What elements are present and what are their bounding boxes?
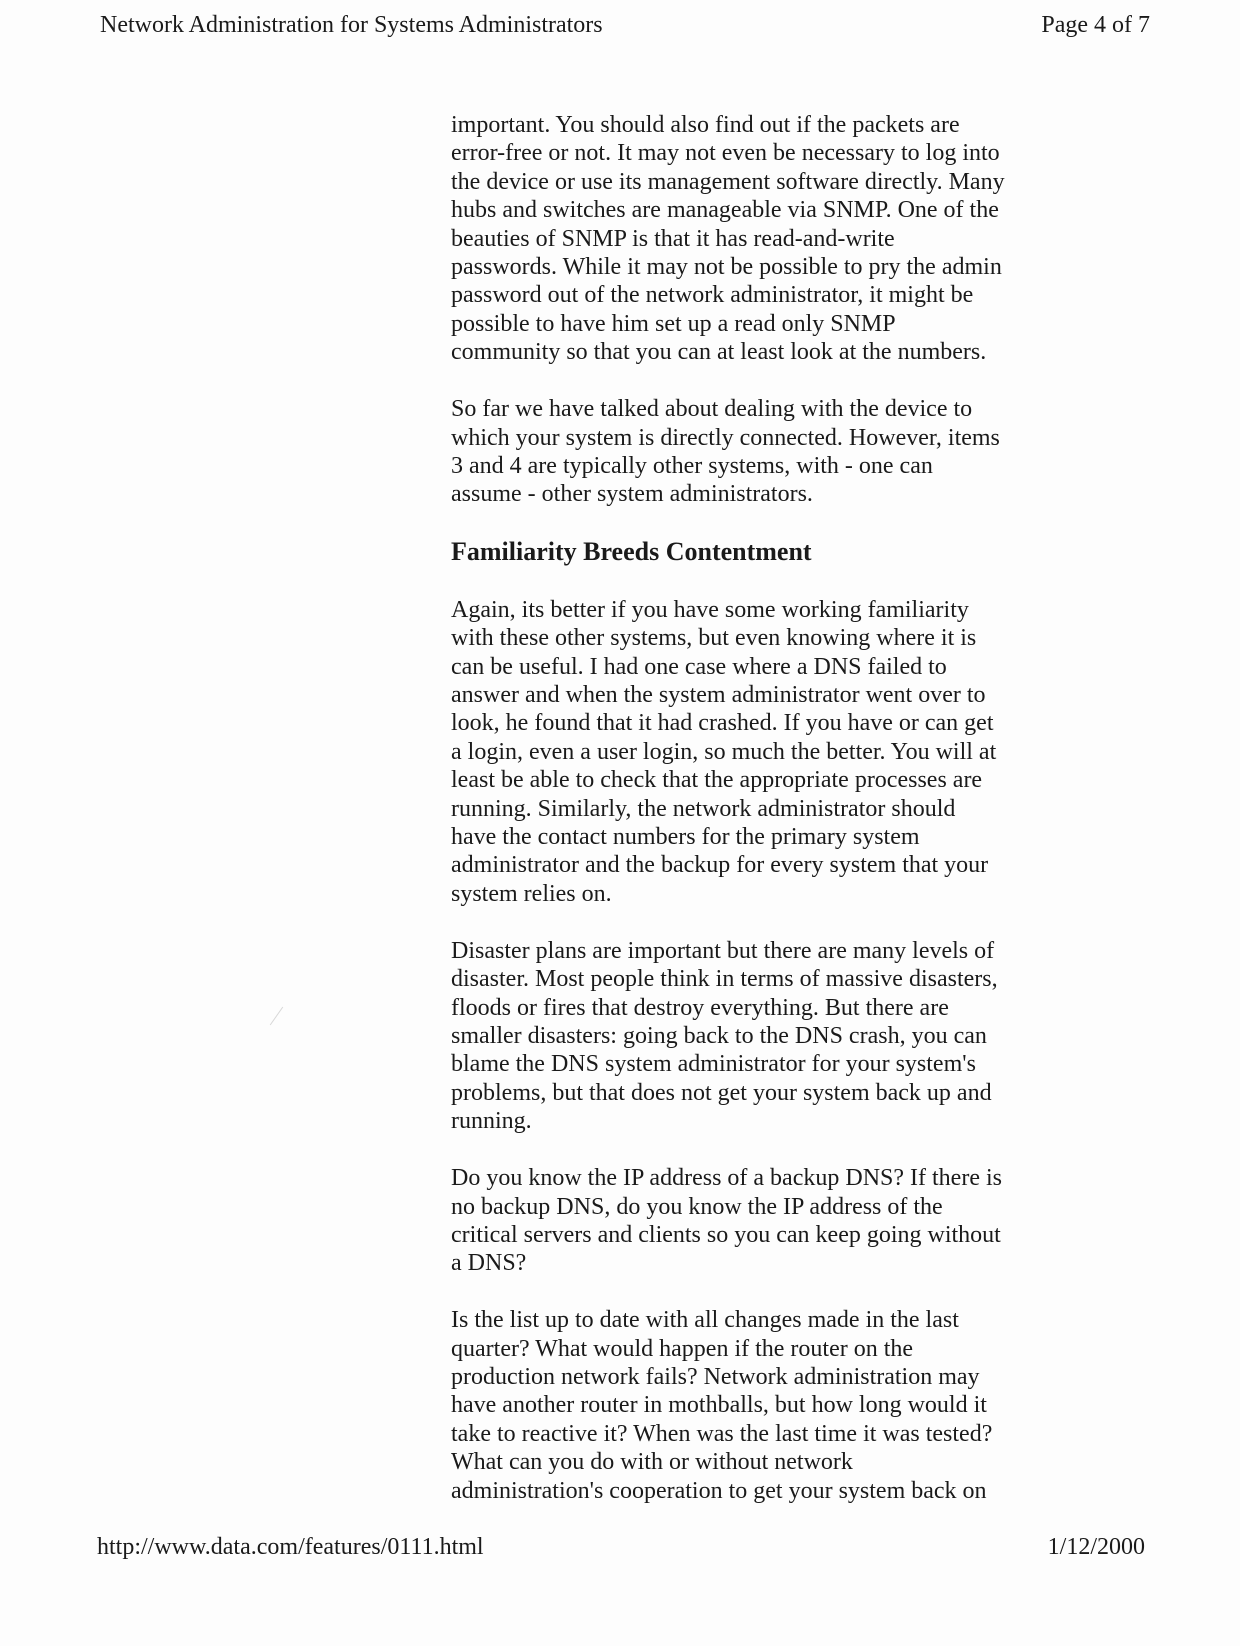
header-page-number: Page 4 of 7 bbox=[1041, 12, 1150, 38]
paragraph-snmp: important. You should also find out if the packets are error-free or not. It may not even be necessary to log into the device or use its management software directly. Many hubs and switches are manageable via SNMP. One of the beauties of SNMP is that it has read-and-write passwords. While it may not be possible to pry the admin password out of the network administrator, it might be possible to have him set up a read only SNMP community so that you can at least look at the numbers. bbox=[451, 112, 1005, 366]
article-content bbox=[451, 111, 1041, 1534]
scan-artifact-mark bbox=[270, 1007, 283, 1026]
paragraph-router-list: Is the list up to date with all changes made in the last quarter? What would happen if the router on the production network fails? Network administration may have another router in mothballs, but how long would it take to reactive it? When was the last time it was tested? What can you do with or without network administration's cooperation to get your system back on bbox=[451, 1307, 993, 1504]
paragraph-disaster-plans: Disaster plans are important but there are many levels of disaster. Most people think in terms of massive disasters, floods or fires that destroy everything. But there are smaller disasters: going back to the DNS crash, you can blame the DNS system administrator for your system's problems, but that does not get your system back up and running. bbox=[451, 937, 998, 1135]
header-title: Network Administration for Systems Administrators bbox=[100, 12, 603, 38]
paragraph-backup-dns: Do you know the IP address of a backup DNS? If there is no backup DNS, do you know the IP address of the critical servers and clients so you can keep going without a DNS? bbox=[451, 1165, 1002, 1277]
footer-url: http://www.data.com/features/0111.html bbox=[97, 1534, 484, 1560]
paragraph-familiarity: Again, its better if you have some working familiarity with these other systems, but even knowing where it is can be useful. I had one case where a DNS failed to answer and when the system administrator went over to look, he found that it had crashed. If you have or can get a login, even a user login, so much the better. You will at least be able to check that the appropriate processes are running. Similarly, the network administrator should have the contact numbers for the primary system administrator and the backup for every system that your system relies on. bbox=[451, 596, 997, 907]
paragraph-other-systems: So far we have talked about dealing with the device to which your system is directly connected. However, items 3 and 4 are typically other systems, with - one can assume - other system administrators. bbox=[451, 396, 1000, 508]
section-heading: Familiarity Breeds Contentment bbox=[451, 537, 812, 567]
footer-date: 1/12/2000 bbox=[1047, 1534, 1145, 1560]
